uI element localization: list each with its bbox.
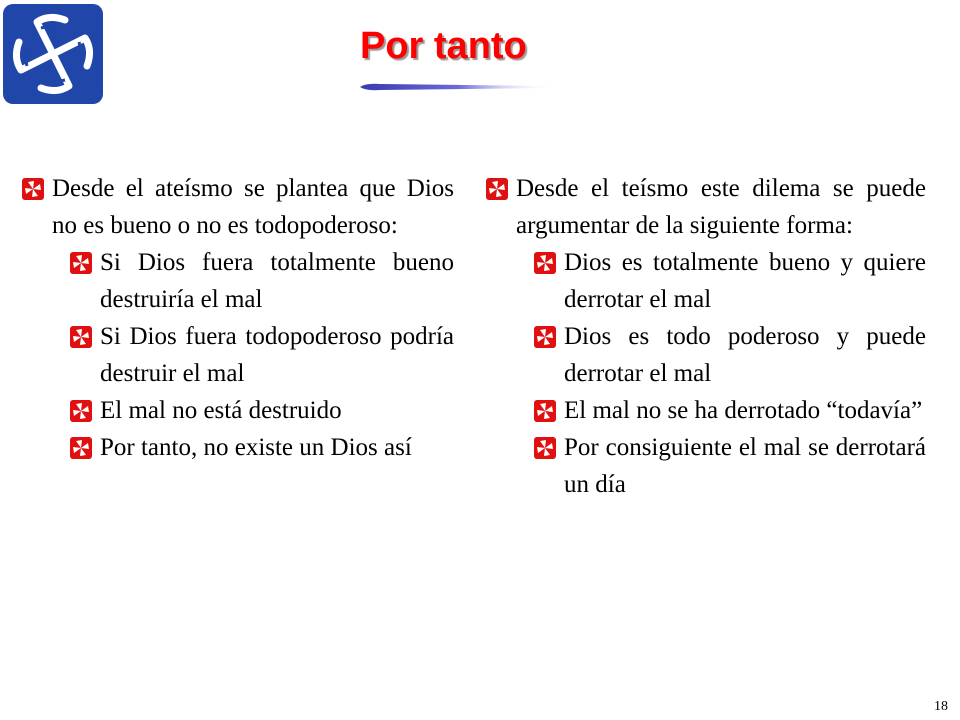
list-item: [70, 429, 454, 466]
slide-title: Por tanto: [360, 25, 527, 67]
pinwheel-bullet-icon: [70, 437, 92, 459]
pinwheel-bullet-icon: [486, 178, 508, 200]
left-column: [22, 170, 454, 466]
list-item: [534, 318, 926, 392]
list-item-text: Si Dios fuera totalmente bueno destruiría el mal: [100, 249, 454, 313]
list-item: [534, 392, 926, 429]
right-heading: Desde el teísmo este dilema se puede argumentar de la siguiente forma:: [516, 175, 926, 239]
list-item: [486, 170, 926, 244]
list-item: [70, 244, 454, 318]
list-item-text: Por tanto, no existe un Dios así: [100, 434, 412, 461]
logo-icon: [2, 4, 104, 104]
list-item-text: El mal no se ha derrotado “todavía”: [564, 397, 923, 424]
list-item: [22, 170, 454, 244]
left-heading: Desde el ateísmo se plantea que Dios no es bueno o no es todopoderoso:: [52, 175, 454, 239]
list-item-text: Por consiguiente el mal se derrotará un día: [564, 434, 926, 498]
list-item: [70, 318, 454, 392]
page-number: 18: [934, 699, 948, 714]
pinwheel-bullet-icon: [534, 252, 556, 274]
title-underline: [360, 82, 556, 92]
list-item-text: Si Dios fuera todopoderoso podría destruir el mal: [100, 323, 454, 387]
list-item-text: Dios es totalmente bueno y quiere derrotar el mal: [564, 249, 926, 313]
pinwheel-bullet-icon: [534, 437, 556, 459]
pinwheel-bullet-icon: [70, 252, 92, 274]
pinwheel-bullet-icon: [70, 400, 92, 422]
list-item: [534, 429, 926, 503]
right-column: [486, 170, 926, 503]
list-item-text: El mal no está destruido: [100, 397, 342, 424]
list-item: [70, 392, 454, 429]
pinwheel-bullet-icon: [22, 178, 44, 200]
pinwheel-bullet-icon: [70, 326, 92, 348]
list-item: [534, 244, 926, 318]
list-item-text: Dios es todo poderoso y puede derrotar el mal: [564, 323, 926, 387]
pinwheel-bullet-icon: [534, 326, 556, 348]
pinwheel-bullet-icon: [534, 400, 556, 422]
